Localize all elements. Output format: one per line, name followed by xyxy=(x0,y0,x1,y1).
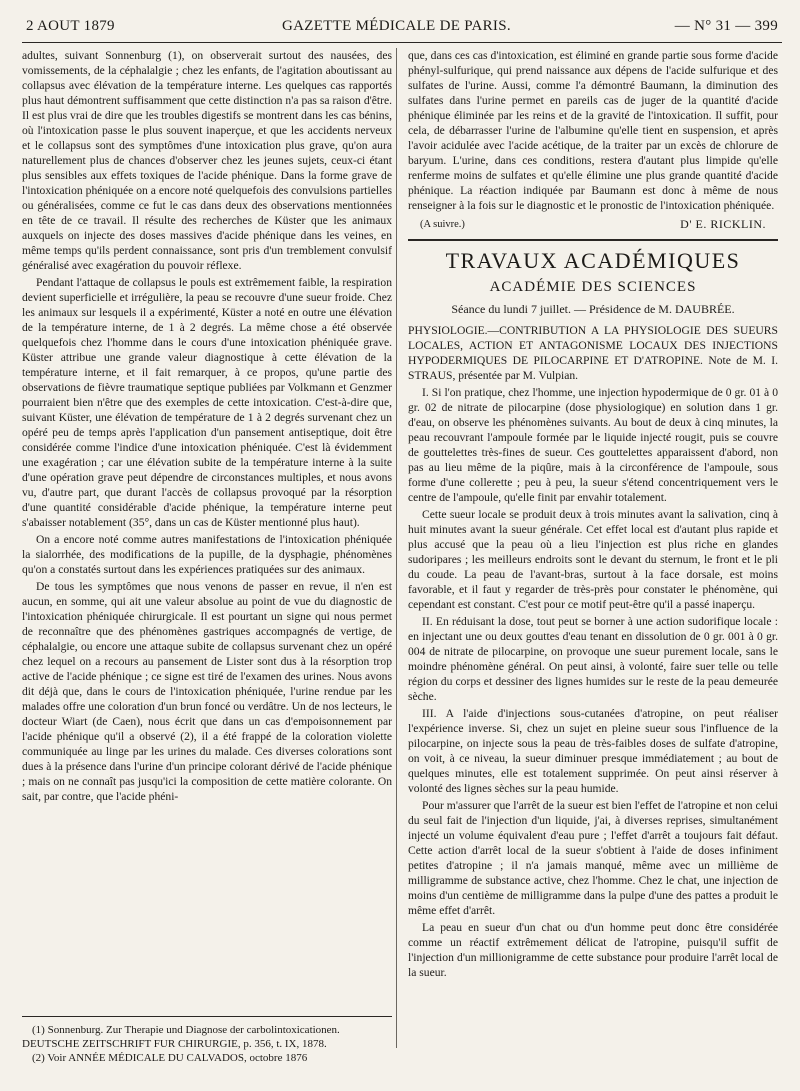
footnote: (2) Voir ANNÉE MÉDICALE DU CALVADOS, octobre 1876 xyxy=(32,1052,308,1064)
right-paragraph: II. En réduisant la dose, tout peut se borner à une action sudorifique locale : en injectant une ou deux gouttes d'eau tenant en dissolution de 0 gr. 001 à 0 gr. 004 de nitrate de pilocarpine, on provoque une sueur purement locale, sans le moindre phénomène général. On peut ainsi, à volonté, faire suer telle ou telle région du corps et dessiner des lignes humides sur le reste de la peau demeurée sèche. xyxy=(408,615,778,703)
left-paragraph: De tous les symptômes que nous venons de passer en revue, il n'en est aucun, en somme, qui ait une valeur absolue au point de vue du diagnostic de l'intoxication phéniquée chirurgicale. Il est pourtant un signe qui nous permet de reconnaître que des phénomènes gastriques accompagnés de vertige, de céphalalgie, ou encore une attaque subite de collapsus survenant chez un opéré chez lequel on a recours au pansement de Lister sont dus à la résorption trop active de l'acide phénique ; ce signe est tiré de l'examen des urines. Nous avons dit déjà que, dans le cours de l'intoxication phéniquée, l'urine rendue par les malades offre une coloration d'un brun foncé ou verdâtre. Un de nos lecteurs, le docteur Wiart (de Caen), nous écrit que dans un cas d'empoisonnement par l'acide phénique qu'il a observé (2), il a été frappé de la coloration violette communiquée au linge par les urines du malade. Ces diverses colorations sont dues à la présence dans l'urine d'un principe colorant dérivé de l'acide phénique ; mais on ne connaît pas jusqu'ici la composition de cette matière colorante. On sait, par contre, que l'acide phéni- xyxy=(22,580,392,803)
left-paragraph: Pendant l'attaque de collapsus le pouls est extrêmement faible, la respiration devient superficielle et irrégulière, la peau se recouvre d'une sueur froide. Chez les animaux sur lesquels il a expérimenté, Küster a noté en outre une élévation de la température interne, de 1 à 2 degrés. La même chose a été observée quelquefois chez l'homme dans le cours d'une intoxication phéniquée grave. Küster attribue une grande valeur diagnostique à cette élévation de la température interne, et il fait remarquer, à ce propos, qu'une partie des observations de fièvre traumatique septique publiées par Volkmann et Genzmer pourraient bien n'être que des exemples de cette intoxication. C'est-à-dire que, suivant Küster, une élévation de température de 1 à 2 degrés survenant chez un opéré peu de temps après l'application d'un pansement antiseptique, doit être considérée comme l'indice d'une intoxication phéniquée. C'est là évidemment une exagération ; car une élévation subite de la température interne à la suite d'une opération grave peut dépendre de circonstances multiples, et nous avons vu, d'autre part, que durant l'accès de collapsus provoqué par la résorption d'une quantité considérable d'acide phénique, la température interne peut s'abaisser notablement (35°, dans un cas de Küster mentionné plus haut). xyxy=(22,276,392,529)
header-issue-page: — N° 31 — 399 xyxy=(674,18,778,34)
footnote: (1) Sonnenburg. Zur Therapie und Diagnose der carbolintoxicationen. DEUTSCHE ZEITSCHRIFT FUR CHIRURGIE, p. 356, t. IX, 1878. xyxy=(22,1024,340,1050)
footnotes xyxy=(22,1016,392,1065)
section-title: TRAVAUX ACADÉMIQUES xyxy=(445,248,741,273)
right-column xyxy=(408,48,778,1078)
right-paragraph: III. A l'aide d'injections sous-cutanées d'atropine, on peut réaliser l'expérience inverse. Si, chez un sujet en pleine sueur sous l'influence de la pilocarpine, on injecte sous la peau de très-faibles doses de sulfate d'atropine, on voit, à ce niveau, la sueur diminuer presque immédiatement ; au bout de quelques minutes, elle est totalement supprimée. On peut ainsi réserver à volonté des lignes sèches sur la peau humide. xyxy=(408,707,778,795)
right-paragraph: Pour m'assurer que l'arrêt de la sueur est bien l'effet de l'atropine et non celui du seul fait de l'injection d'un liquide, j'ai, à diverses reprises, simultanément injecté un volume équivalent d'eau pure ; l'effet d'arrêt a toujours fait défaut. Cette action d'arrêt local de la sueur s'obtient à l'aide de doses infiniment petites d'atropine ; il n'a jamais manqué, même avec un millième de milligramme de substance active, chez l'homme. Chez le chat, une injection de moins d'un centième de milligramme dans la pulpe d'une des pattes a produit le même effet d'arrêt. xyxy=(408,799,778,917)
section-rule xyxy=(408,239,778,241)
session-line: Séance du lundi 7 juillet. — Présidence de M. DAUBRÉE. xyxy=(451,302,735,316)
column-divider xyxy=(396,48,397,1048)
right-paragraph: Cette sueur locale se produit deux à trois minutes avant la salivation, cinq à huit minutes avant la sueur générale. Cet effet local est d'autant plus rapide et plus accusé que la peau où a lieu l'injection est plus riche en glandes sudoripares ; les meilleurs endroits sont le devant du sternum, le front et le pli du coude. La peau de l'avant-bras, surtout à la face dorsale, est moins favorable, et il faut y regarder de très-près pour constater le phénomène, qui cependant est constant. C'est pour ce motif peut-être qu'il a passé inaperçu. xyxy=(408,508,778,611)
left-paragraph: adultes, suivant Sonnenburg (1), on observerait surtout des nausées, des vomissements, de la céphalalgie ; chez les enfants, de l'agitation aboutissant au collapsus avec élévation de la température interne. Les quelques cas rapportés plus haut démontrent suffisamment que cette distinction n'a pas sa raison d'être. Il est plus vrai de dire que les troubles digestifs se montrent dans les cas bénins, où l'intoxication passe le plus souvent inaperçue, et que les accidents nerveux et le collapsus sont des symptômes d'une intoxication plus grave, qu'on aura naturellement plus de chances d'observer chez les jeunes sujets, ceux-ci étant plus sensibles aux effets toxiques de l'acide phénique. Dans la forme grave de l'intoxication phéniquée on a encore noté quelquefois des convulsions partielles ou généralisées, comme ce fut le cas dans deux des observations mentionnées en tête de ce travail. Il résulte des recherches de Küster que les animaux auxquels on injecte des doses massives d'acide phénique dans les veines, en même temps qu'ils perdent connaissance, sont pris d'un tremblement convulsif généralisé avec exagération du pouvoir réflexe. xyxy=(22,49,392,272)
article-signature xyxy=(408,215,778,233)
right-intro-paragraph: que, dans ces cas d'intoxication, est éliminé en grande partie sous forme d'acide phényl-sulfurique, qui prend naissance aux dépens de l'acide sulfurique et des sulfates de l'urine. Aussi, comme l'a démontré Baumann, la diminution des sulfates dans l'urine permet en pareils cas de juger de la quantité d'acide phénique éliminée par les reins et de la gravité de l'intoxication. Il suffit, pour cela, de débarrasser l'urine de l'albumine qu'elle tient en suspension, et après l'avoir acidulée avec l'acide acétique, de la traiter par un excès de chlorure de baryum. L'urine, dans ces conditions, restera d'autant plus limpide qu'elle renferme moins de sulfates et qu'elle élimine une plus grande quantité d'acide phénique. La réaction indiquée par Baumann est donc à même de nous renseigner à la fois sur le diagnostic et le pronostic de l'intoxication phéniquée. xyxy=(408,49,778,212)
article-author: D' E. RICKLIN. xyxy=(680,217,766,231)
header-title: GAZETTE MÉDICALE DE PARIS. xyxy=(282,18,511,34)
left-column xyxy=(22,48,392,1008)
left-paragraph: On a encore noté comme autres manifestations de l'intoxication phéniquée la sialorrhée, des modifications de la pupille, de la dysphagie, phénomènes qu'on a constatés surtout dans les expériences pratiquées sur des animaux. xyxy=(22,533,392,576)
right-paragraph: I. Si l'on pratique, chez l'homme, une injection hypodermique de 0 gr. 01 à 0 gr. 02 de nitrate de pilocarpine (dose physiologique) en solution dans 1 gr. d'eau, on observe les phénomènes suivants. Au bout de deux à cinq minutes, la peau recouvrant l'ampoule formée par le liquide injecté rougit, puis se couvre de gouttelettes très-fines de sueur. Ces gouttelettes apparaissent d'abord, non pas au lieu même de la piqûre, mais à la circonférence de l'ampoule, sous forme d'une collerette ; peu à peu, la sueur s'étend concentriquement vers le centre de l'ampoule, qu'elle finit par envahir totalement. xyxy=(408,386,778,504)
page-header xyxy=(22,14,782,43)
header-date: 2 AOUT 1879 xyxy=(26,18,115,34)
right-paragraph: PHYSIOLOGIE.—CONTRIBUTION A LA PHYSIOLOGIE DES SUEURS LOCALES, ACTION ET ANTAGONISME LOCAUX DES INJECTIONS HYPODERMIQUES DE PILOCARPINE ET D'ATROPINE. Note de M. I. STRAUS, présentée par M. Vulpian. xyxy=(408,324,778,382)
right-paragraph: La peau en sueur d'un chat ou d'un homme peut donc être considérée comme un réactif extrêmement délicat de l'atropine, puisqu'il suffit de l'injection d'un millionigramme de cette substance pour produire l'arrêt local de la sueur. xyxy=(408,921,778,979)
section-subtitle: ACADÉMIE DES SCIENCES xyxy=(489,279,697,295)
to-be-continued: (A suivre.) xyxy=(420,219,465,230)
